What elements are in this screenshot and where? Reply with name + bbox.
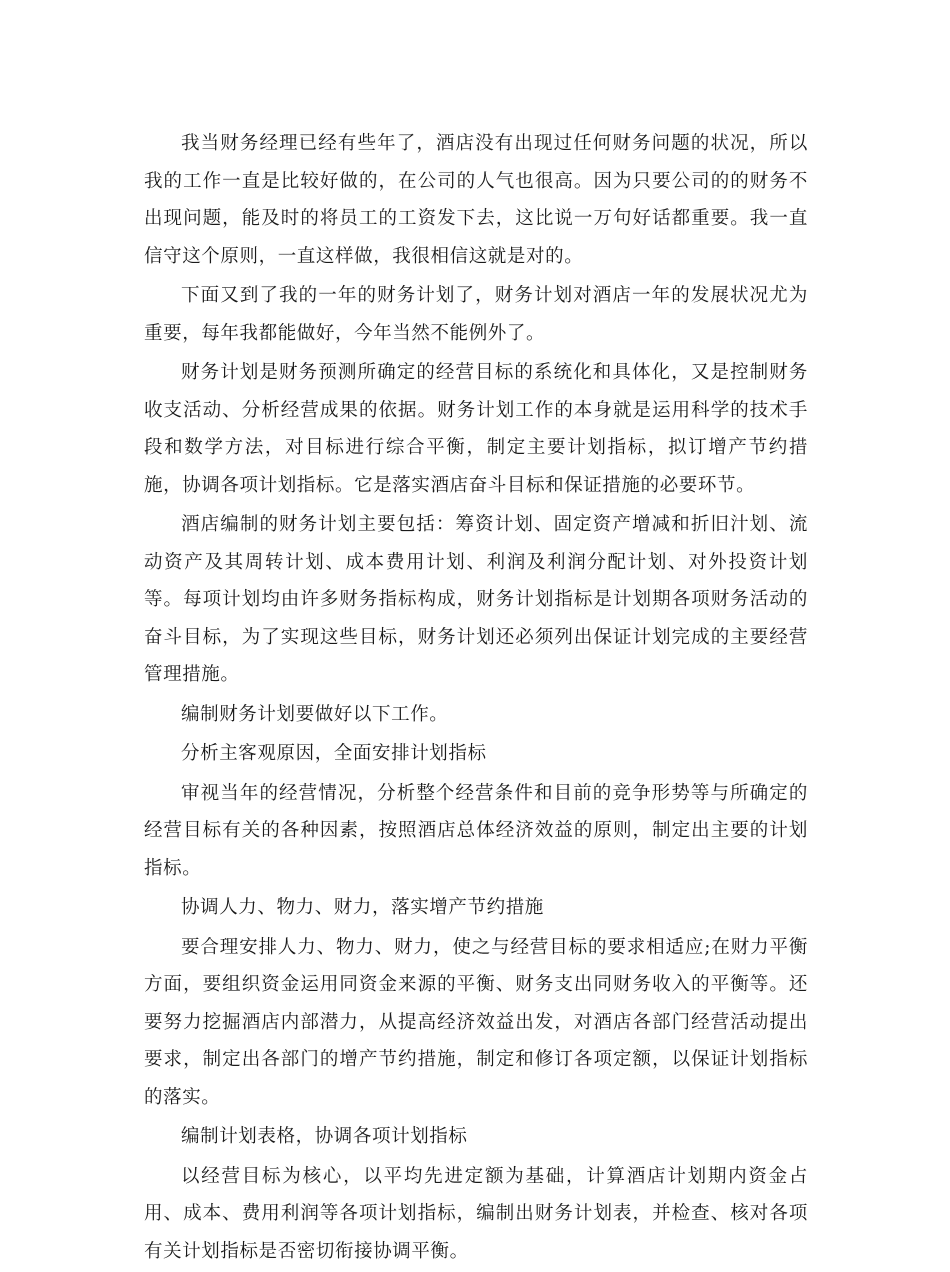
paragraph-analysis: 审视当年的经营情况，分析整个经营条件和目前的竞争形势等与所确定的经营目标有关的各种因素，按照酒店总体经济效益的原则，制定出主要的计划指标。 — [144, 782, 808, 879]
section-heading-tables: 编制计划表格，协调各项计划指标 — [181, 1126, 468, 1147]
section-heading-analysis: 分析主客观原因，全面安排计划指标 — [181, 743, 487, 764]
paragraph-work-intro: 编制财务计划要做好以下工作。 — [181, 703, 449, 725]
paragraph-coordination: 要合理安排人力、物力、财力，使之与经营目标的要求相适应;在财力平衡方面，要组织资金运用同资金来源的平衡、财务支出同财务收入的平衡等。还要努力挖掘酒店内部潜力，从提高经济效益出发，对酒店各部门经营活动提出要求，制定出各部门的增产节约措施，制定和修订各项定额，以保证计划指标的落实。 — [144, 936, 808, 1108]
paragraph-plan-contents: 酒店编制的财务计划主要包括：筹资计划、固定资产增减和折旧汁划、流动资产及其周转计划、成本费用计划、利润及利润分配计划、对外投资计划等。每项计划均由许多财务指标构成，财务计划指标是计划期各项财务活动的奋斗目标，为了实现这些目标，财务计划还必须列出保证计划完成的主要经营管理措施。 — [144, 514, 808, 685]
document-body — [144, 125, 808, 1272]
paragraph-plan-definition: 财务计划是财务预测所确定的经营目标的系统化和具体化，又是控制财务收支活动、分析经营成果的依据。财务计划工作的本身就是运用科学的技术手段和数学方法，对目标进行综合平衡，制定主要计划指标，拟订增产节约措施，协调各项计划指标。它是落实酒店奋斗目标和保证措施的必要环节。 — [144, 362, 808, 496]
paragraph-annual-plan: 下面又到了我的一年的财务计划了，财务计划对酒店一年的发展状况尤为重要，每年我都能做好，今年当然不能例外了。 — [144, 285, 808, 344]
paragraph-tables: 以经营目标为核心，以平均先进定额为基础，计算酒店计划期内资金占用、成本、费用利润等各项计划指标，编制出财务计划表，并检查、核对各项有关计划指标是否密切衔接协调平衡。 — [144, 1165, 808, 1262]
paragraph-intro: 我当财务经理已经有些年了，酒店没有出现过任何财务问题的状况，所以我的工作一直是比较好做的，在公司的人气也很高。因为只要公司的的财务不出现问题，能及时的将员工的工资发下去，这比说一万句好话都重要。我一直信守这个原则，一直这样做，我很相信这就是对的。 — [144, 133, 808, 267]
section-heading-coordination: 协调人力、物力、财力，落实增产节约措施 — [181, 897, 544, 918]
